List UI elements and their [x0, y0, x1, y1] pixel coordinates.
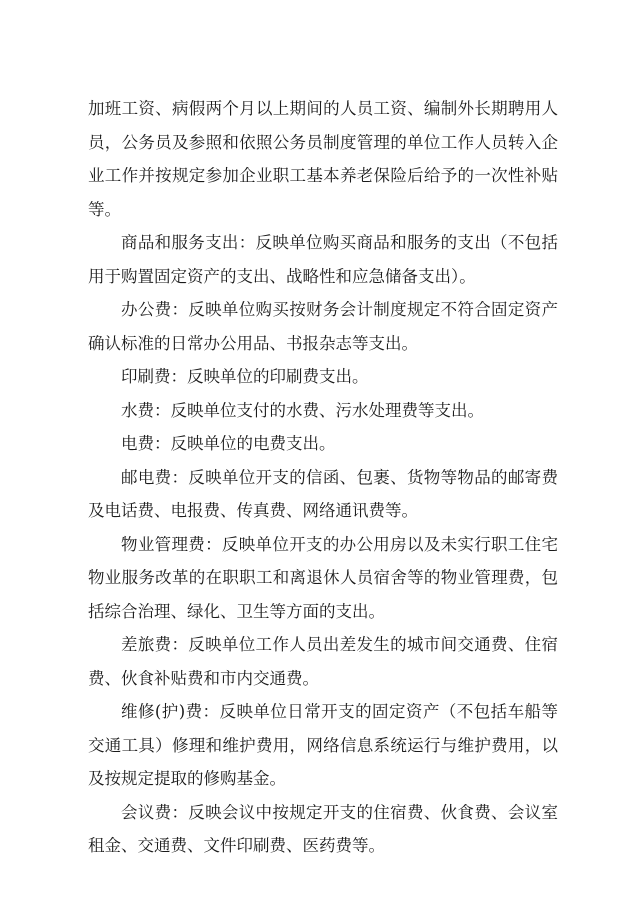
document-page — [88, 92, 558, 863]
paragraph-office-expense: 办公费：反映单位购买按财务会计制度规定不符合固定资产确认标准的日常办公用品、书报杂志等支出。 — [88, 300, 558, 353]
paragraph-goods-services: 商品和服务支出：反映单位购买商品和服务的支出（不包括用于购置固定资产的支出、战略性和应急储备支出）。 — [88, 233, 558, 286]
paragraph-travel-expense: 差旅费：反映单位工作人员出差发生的城市间交通费、住宿费、伙食补贴费和市内交通费。 — [88, 635, 558, 688]
paragraph-property-management-expense: 物业管理费：反映单位开支的办公用房以及未实行职工住宅物业服务改革的在职职工和离退休人员宿舍等的物业管理费，包括综合治理、绿化、卫生等方面的支出。 — [88, 534, 558, 621]
paragraph-continuation: 加班工资、病假两个月以上期间的人员工资、编制外长期聘用人员，公务员及参照和依照公务员制度管理的单位工作人员转入企业工作并按规定参加企业职工基本养老保险后给予的一次性补贴等。 — [88, 99, 558, 219]
paragraph-printing-expense: 印刷费：反映单位的印刷费支出。 — [121, 367, 369, 386]
paragraph-postal-telecom-expense: 邮电费：反映单位开支的信函、包裹、货物等物品的邮寄费及电话费、电报费、传真费、网络通讯费等。 — [88, 467, 558, 520]
paragraph-meeting-expense: 会议费：反映会议中按规定开支的住宿费、伙食费、会议室租金、交通费、文件印刷费、医药费等。 — [88, 802, 558, 855]
paragraph-maintenance-expense: 维修(护)费：反映单位日常开支的固定资产（不包括车船等交通工具）修理和维护费用，网络信息系统运行与维护费用，以及按规定提取的修购基金。 — [88, 702, 558, 788]
paragraph-electricity-expense: 电费：反映单位的电费支出。 — [121, 434, 336, 453]
paragraph-water-expense: 水费：反映单位支付的水费、污水处理费等支出。 — [121, 400, 484, 420]
